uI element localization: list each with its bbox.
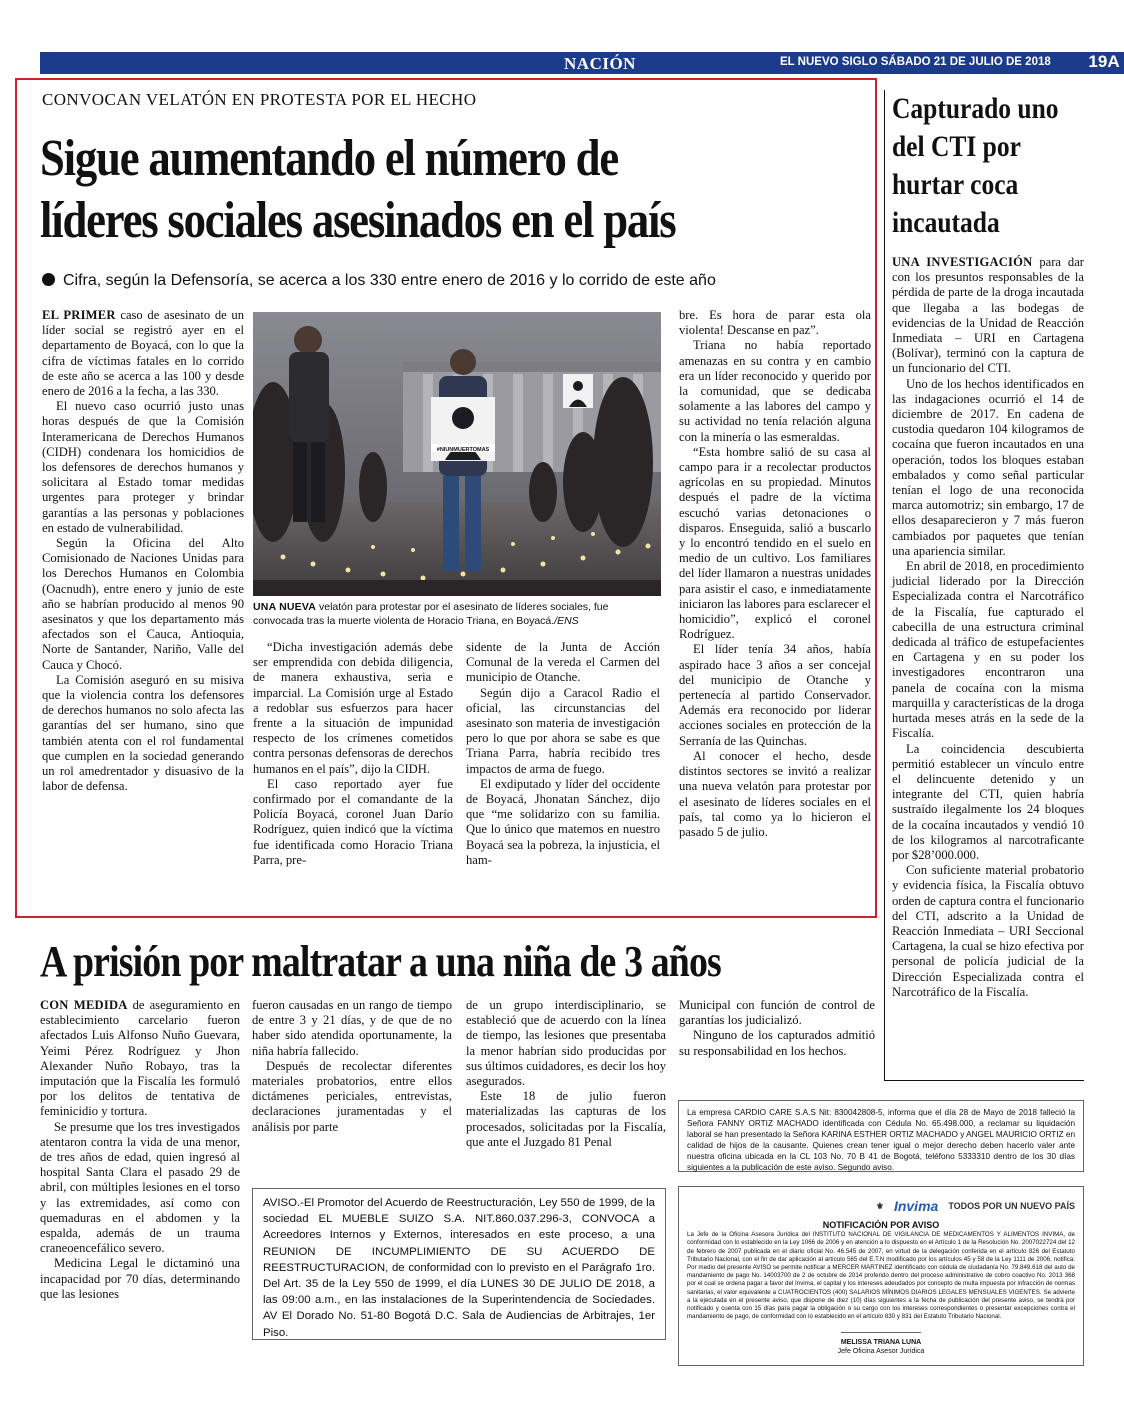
second-article-column-4 [679, 998, 875, 1059]
paragraph: de un grupo interdisciplinario, se estableció que de acuerdo con la línea de tiempo, las lesiones que presentaba la menor habrían sido producidas por sus últimos cuidadores, es decir los hoy asegurados. [466, 998, 666, 1089]
nuevo-pais-logo: TODOS POR UN NUEVO PAÍS [948, 1200, 1075, 1211]
invima-logo: Invima [893, 1197, 939, 1214]
caption-text: velatón para protestar por el asesinato de líderes sociales, fue convocada tras la muerte violenta de Horacio Triana, en Boyacá. [253, 601, 609, 627]
paragraph: Medicina Legal le dictaminó una incapacidad por 70 días, determinando que las lesiones [40, 1256, 240, 1301]
paragraph: “Dicha investigación además debe ser emprendida con debida diligencia, de manera exhaustiva, seria e imparcial. La Comisión urge al Estado a redoblar sus esfuerzos para hacer frente a la situación de impunidad respecto de los crímenes cometidos contra personas defensoras de derechos humanos en el país”, dijo la CIDH. [253, 640, 453, 776]
paragraph: Después de recolectar diferentes materiales probatorios, entre ellos dictámenes periciales, entrevistas, declaraciones juramentadas y el análisis por parte [252, 1058, 452, 1134]
paragraph: Al conocer el hecho, desde distintos sectores se invitó a realizar una nueva velatón para protestar por el asesinato de líderes sociales en el país, tal como ya lo hicieron el pasado 5 de julio. [679, 748, 871, 839]
paragraph: Este 18 de julio fueron materializadas las capturas de los procesados, solicitadas por la Fiscalía, que ante el Juzgado 81 Penal [466, 1089, 666, 1149]
paragraph: La coincidencia descubierta permitió establecer un vínculo entre el delincuente detenido y un integrante del CTI, quien habría sustraído ilegalmente los 24 bloques de la cocaína incautados y vendió 10 de los kilogramos al narcotraficante por $28’000.000. [892, 741, 1084, 862]
notice-logos [687, 1193, 1075, 1219]
sidebar-end-rule [884, 1080, 1084, 1081]
paragraph: La Comisión aseguró en su misiva que la violencia contra los defensores de derechos humanos no solo afecta las garantías del ser humano, sino que también atenta con el rol fundamental que cumplen en la sociedad generando un rol amedrentador y disuasivo de la labor de defensa. [42, 672, 244, 794]
cardio-care-notice: La empresa CARDIO CARE S.A.S Nit: 830042808-5, informa que el día 28 de Mayo de 2018 falleció la Señora FANNY ORTIZ MACHADO identificada con Cédula No. 65.498.000, a reclamar su liquidación laboral se han presentado la Señora KARINA ESTHER ORTIZ MACHADO y ANGEL MAURICIO ORTIZ en calidad de hijos de la causante. Quienes crean tener igual o mejor derecho deben hacerlo valer ante nuestra oficina ubicada en la CL 103 No. 70 B 41 de Bogotá, teléfono 5333310 dentro de los 30 días siguientes a la publicación de este aviso. Segundo aviso. [678, 1100, 1084, 1172]
second-article-column-3 [466, 998, 666, 1150]
signer-name: MELISSA TRIANA LUNA [840, 1339, 922, 1347]
paragraph: El exdiputado y líder del occidente de Boyacá, Jhonatan Sánchez, dijo que “me solidarizo con su familia. Que lo único que matemos en nuestro Boyacá sea la pobreza, la injusticia, el ham- [466, 776, 660, 867]
article-column-4 [679, 308, 871, 840]
deck-text: Cifra, según la Defensoría, se acerca a los 330 entre enero de 2016 y lo corrido de este año [63, 272, 716, 289]
article-column-1 [42, 308, 244, 795]
paragraph: Uno de los hechos identificados en las indagaciones ocurrió el 14 de diciembre de 2017. En cadena de custodia quedaron 104 kilogramos de cocaína que fueron incautados en una operación, todos los bloques estaban embalados y como señal particular tenían el logo de una reconocida marca automotriz; sin embargo, 17 de ellos desaparecieron y 7 más fueron cambiados por paquetes que tenían una apariencia similar. [892, 376, 1084, 558]
second-article-column-2 [252, 998, 452, 1135]
page-number: 19A [1082, 52, 1124, 74]
colombia-crest-icon: ⚜ [875, 1200, 884, 1211]
photo-credit: /ENS [554, 615, 579, 627]
protest-photo [253, 312, 661, 596]
paragraph [892, 255, 1084, 377]
paragraph: Ninguno de los capturados admitió su responsabilidad en los hechos. [679, 1028, 875, 1058]
paragraph: Según la Oficina del Alto Comisionado de Naciones Unidas para los Derechos Humanos en Colombia (Oacnudh), entre enero y junio de este año se habrían producido al menos 90 asesinatos y que los departamento más afectados son el Cauca, Antioquia, Norte de Santander, Nariño, Valle del Cauca y Chocó. [42, 536, 244, 672]
paragraph: Se presume que los tres investigados atentaron contra la vida de una menor, de tres años de edad, quien ingresó al hospital Santa Clara el pasado 29 de abril, con múltiples lesiones en el torso y las extremidades, así como con quemaduras en el abdomen y la espalda, además de un trauma craneoencefálico severo. [40, 1119, 240, 1256]
paragraph: El nuevo caso ocurrió justo unas horas después de que la Comisión Interamericana de Derechos Humanos (CIDH) condenara los homicidios de los defensores de derechos humanos y solicitara al Estado tomar medidas urgentes para proteger y brindar garantías a las personas y poblaciones en estado de vulnerabilidad. [42, 399, 244, 535]
paragraph: Municipal con función de control de garantías los judicializó. [679, 998, 875, 1028]
photo-sign-text: #NIUNMUERTOMAS [436, 447, 490, 453]
headline-line-2: líderes sociales asesinados en el país [40, 192, 676, 249]
paragraph: En abril de 2018, en procedimiento judicial liderado por la Dirección Especializada contra el Narcotráfico de la Fiscalía, fue capturado el cabecilla de una estructura criminal dedicada al tráfico de estupefacientes en Cartagena y en su poder los investigadores encontraron una panela de cocaína con la misma marquilla y características de la droga hurtada meses atrás en la sede de la Fiscalía. [892, 559, 1084, 741]
lead-in: UNA INVESTIGACIÓN [892, 255, 1033, 269]
second-article-headline: A prisión por maltratar a una niña de 3 años [40, 937, 721, 986]
article-kicker: CONVOCAN VELATÓN EN PROTESTA POR EL HECHO [42, 90, 477, 109]
invima-notice [678, 1186, 1084, 1366]
sidebar-headline: Capturado uno del CTI por hurtar coca incautada [892, 92, 1059, 239]
paragraph-text: de aseguramiento en establecimiento carcelario fueron afectados Luis Alfonso Nuño Guevara, Yeimi Pérez Rodríguez y Jhon Alexander Nuño Robayo, tras la imputación que la Fiscalía les formuló por los delitos de tentativa de feminicidio y tortura. [40, 998, 241, 1119]
mueble-suizo-aviso: AVISO.-El Promotor del Acuerdo de Reestructuración, Ley 550 de 1999, de la sociedad EL MUEBLE SUIZO S.A. NIT.860.037.296-3, CONVOCA a Acreedores Internos y Externos, interesados en este proceso, a una REUNION DE INCUMPLIMIENTO DE SU ACUERDO DE REESTRUCTURACION, de conformidad con lo previsto en el Parágrafo 1ro. Del Art. 35 de la Ley 550 de 1999, el día LUNES 30 DE JULIO DE 2018, a las 09:00 a.m., en las instalaciones de la Superintendencia de Sociedades. AV El Dorado No. 51-80 Bogotá D.C. Sala de Audiencias de Arbitrajes, 1er Piso. [252, 1188, 666, 1340]
paragraph: Con suficiente material probatorio y evidencia física, la Fiscalía obtuvo orden de captura contra el funcionario del CTI, adscrito a la Unidad de Reacción Inmediata – URI Seccional Cartagena, la cual se hizo efectiva por personal de policía judicial de la Dirección Especializada contra el Narcotráfico de la Fiscalía. [892, 863, 1084, 999]
paragraph: El caso reportado ayer fue confirmado por el comandante de la Policía Boyacá, coronel Juan Darío Rodríguez, quien indicó que la víctima fue identificada como Horacio Triana Parra, pre- [253, 776, 453, 867]
article-column-3 [466, 640, 660, 868]
photo-illustration [253, 312, 661, 596]
paragraph: “Esta hombre salió de su casa al campo para ir a recolectar productos agrícolas en su propiedad. Minutos después el padre de la víctima escuchó varias detonaciones o disparos. Enseguida, salió a buscarlo y lo encontró tendido en el suelo en medio de un cultivo. Los familiares del líder llamaron a nuestras unidades para asistir el caso, e inmediatamente iniciaron las labores para esclarecer el homicidio”, explicó el coronel Rodríguez. [679, 444, 871, 642]
article-column-2 [253, 640, 453, 868]
column-divider [884, 90, 885, 1080]
second-article-column-1 [40, 998, 240, 1302]
paragraph: El líder tenía 34 años, había aspirado hace 3 años a ser concejal del municipio de Otanche y pertenecía al partido Conservador. Además era reconocido por liderar acciones sociales en protección de la Serranía de las Quinchas. [679, 642, 871, 748]
lead-in: EL PRIMER [42, 308, 116, 322]
paragraph-text: caso de asesinato de un líder social se registró ayer en el departamento de Boyacá, con lo que la cifra de víctimas fatales en lo corrido de este año se acerca a las 100 y desde enero de 2016 a la fecha, a las 330. [42, 308, 245, 399]
section-header-bar [40, 52, 1120, 74]
caption-lead: UNA NUEVA [253, 601, 317, 613]
bullet-icon [42, 273, 55, 286]
photo-caption [253, 600, 661, 628]
section-name: NACIÓN [564, 54, 636, 73]
article-headline [40, 128, 883, 252]
paragraph: Según dijo a Caracol Radio el oficial, las circunstancias del asesinato son materia de investigación pero lo que por ahora se sabe es que Triana Parra, habría recibido tres impactos de arma de fuego. [466, 685, 660, 776]
signer-role: Jefe Oficina Asesor Jurídica [837, 1347, 925, 1355]
lead-in: CON MEDIDA [40, 998, 128, 1012]
headline-line-1: Sigue aumentando el número de [40, 130, 618, 187]
paragraph: Triana no había reportado amenazas en su contra y en cambio era un líder reconocido y querido por la comunidad, que se dedicaba solamente a las labores del campo y su actividad no tenía relación alguna con la minería o las esmeraldas. [679, 338, 871, 444]
paragraph-text: para dar con los presuntos responsables de la pérdida de parte de la droga incautada que llegaba a las bodegas de evidencias de la Unidad de Reacción Inmediata – URI en Cartagena (Bolívar), terminó con la captura de un funcionario del CTI. [892, 255, 1084, 376]
paragraph: bre. Es hora de parar esta ola violenta! Descanse en paz”. [679, 308, 871, 338]
notice-title: NOTIFICACIÓN POR AVISO [822, 1220, 940, 1230]
paragraph [42, 308, 244, 399]
paragraph [40, 998, 240, 1120]
paragraph: fueron causadas en un rango de tiempo de entre 3 y 21 días, y de que de no haber sido atendida oportunamente, la niña habría fallecido. [252, 998, 452, 1058]
dateline: EL NUEVO SIGLO SÁBADO 21 DE JULIO DE 2018 [780, 56, 1051, 68]
notice-body: La Jefe de la Oficina Asesora Jurídica del INSTITUTO NACIONAL DE VIGILANCIA DE MEDICAMENTOS Y ALIMENTOS INVIMA, de conformidad con lo establecido en la Ley 1066 de 2006 y en atención a lo dispuesto en el Artículo 1 de la Resolución No. 2007022724 del 12 de febrero de 2007 publicada en el diario oficial No. 46.545 de 2007, en virtud de la delegación conferida en el artículo 826 del Estatuto Tributario Nacional, con el fin de dar aplicación al artículo 565 del E.T.N modificado por los artículos 45 y 58 de la Ley 1111 de 2006, notifica: Por medio del presente AVISO se permite notificar a MERCER MARTINEZ identificado con cédula de ciudadanía No. 79.849.618 del auto de mandamiento de pago No. 14003700 de 2 de octubre de 2014 proferido dentro del proceso administrativo de cobro coactivo No. 2013 368 por el cual se ordena pagar a favor del Invima, el capital y los intereses adeudados por concepto de multa impuesta por infracción de normas sanitarias, el valor equivalente a CUATROCIENTOS (400) SALARIOS MÍNIMOS DIARIOS LEGALES MENSUALES VIGENTES. Se advierte a la ejecutada en el presente aviso, que dispone de diez (10) días siguientes a la fecha de publicación del presente aviso, se tendrá por notificado y cuenta con 15 días para pagar la obligación o su cargo con los intereses correspondientes o presentar excepciones contra el mandamiento de pago, de conformidad con lo establecido en el artículo 830 y 831 del Estatuto Tributario Nacional. [687, 1231, 1075, 1321]
article-deck [42, 272, 872, 290]
signature-icon [841, 1321, 921, 1333]
sidebar-article [892, 255, 1084, 1000]
paragraph: sidente de la Junta de Acción Comunal de la vereda el Carmen del municipio de Otanche. [466, 640, 660, 685]
